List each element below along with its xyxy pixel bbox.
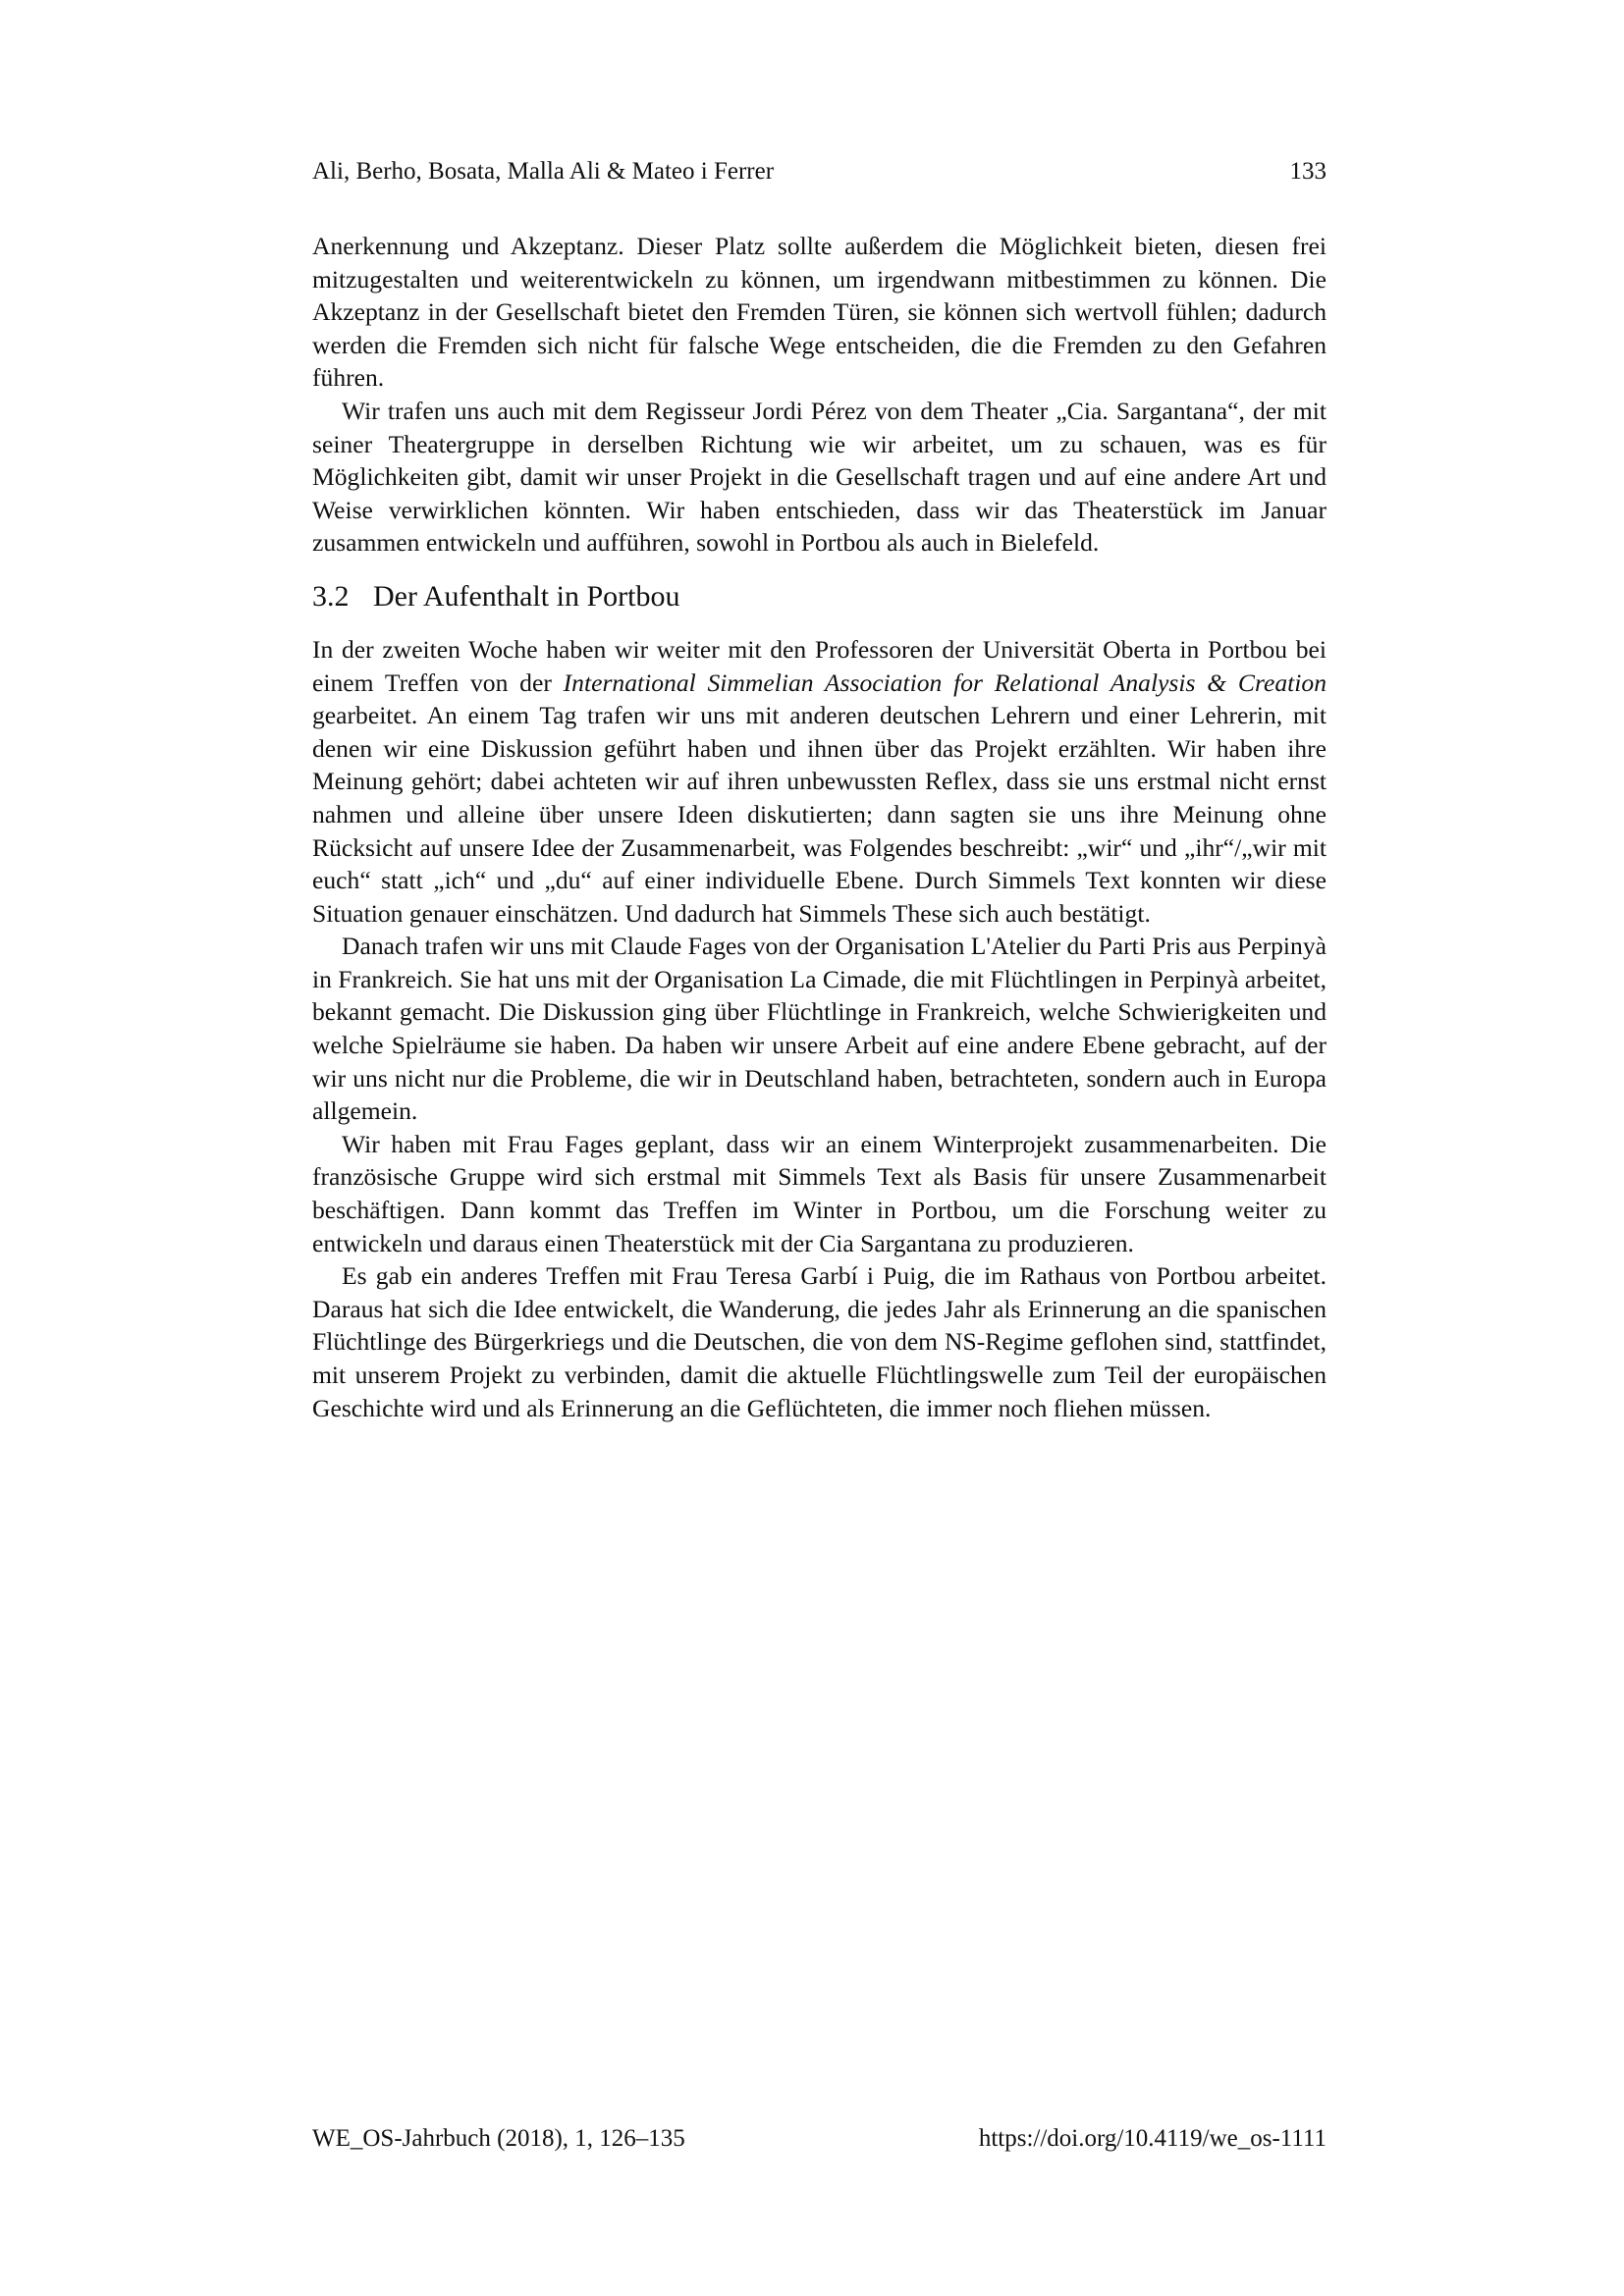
paragraph: Wir haben mit Frau Fages geplant, dass wir an einem Winterprojekt zusammenarbeiten. Die französische Gruppe wird sich erstmal mit Simmels Text als Basis für unsere Zusammenarbeit beschäftigen. Dann kommt das Treffen im Winter in Portbou, um die Forschung weiter zu entwickeln und daraus einen Theaterstück mit der Cia Sargantana zu produzieren.: [312, 1129, 1326, 1257]
page-footer: [312, 2122, 1326, 2156]
paragraph: Danach trafen wir uns mit Claude Fages von der Organisation L'Atelier du Parti Pris aus Perpinyà in Frankreich. Sie hat uns mit der Organisation La Cimade, die mit Flüchtlingen in Perpinyà arbeitet, bekannt gemacht. Die Diskussion ging über Flüchtlinge in Frankreich, welche Schwierigkeiten und welche Spielräume sie haben. Da haben wir unsere Arbeit auf eine andere Ebene gebracht, auf der wir uns nicht nur die Probleme, die wir in Deutschland haben, betrachteten, sondern auch in Europa allgemein.: [312, 932, 1327, 1126]
paragraph-text: In der zweiten Woche haben wir weiter mit den Professoren der Universität Oberta in Portbou bei einem Treffen von der: [312, 634, 1326, 697]
section-number: 3.2: [312, 579, 350, 613]
paragraph: Es gab ein anderes Treffen mit Frau Teresa Garbí i Puig, die im Rathaus von Portbou arbeitet. Daraus hat sich die Idee entwickelt, die Wanderung, die jedes Jahr als Erinnerung an die spanischen Flüchtlinge des Bürgerkriegs und die Deutschen, die von dem NS-Regime geflohen sind, stattfindet, mit unserem Projekt zu verbinden, damit die aktuelle Flüchtlingswelle zum Teil der europäischen Geschichte wird und als Erinnerung an die Geflüchteten, die immer noch fliehen müssen.: [312, 1261, 1326, 1422]
paragraph-continued: Anerkennung und Akzeptanz. Dieser Platz sollte außerdem die Möglichkeit bieten, diesen frei mitzugestalten und weiterentwickeln zu können, um irgendwann mitbestimmen zu können. Die Akzeptanz in der Gesellschaft bietet den Fremden Türen, sie können sich wertvoll fühlen; dadurch werden die Fremden sich nicht für falsche Wege entscheiden, die die Fremden zu den Gefahren führen.: [312, 232, 1326, 393]
paragraph: [312, 633, 1326, 930]
page-number: 133: [1289, 158, 1326, 185]
header-authors: Ali, Berho, Bosata, Malla Ali & Mateo i Ferrer: [312, 158, 775, 185]
running-header: [312, 155, 1326, 188]
paragraph-text: gearbeitet. An einem Tag trafen wir uns mit anderen deutschen Lehrern und einer Lehrerin, mit denen wir eine Diskussion geführt haben und ihnen über das Projekt erzählten. Wir haben ihre Meinung gehört; dabei achteten wir auf ihren unbewussten Reflex, dass sie uns erstmal nicht ernst nahmen und alleine über unsere Ideen diskutierten; dann sagten sie uns ihre Meinung ohne Rücksicht auf unsere Idee der Zusammenarbeit, was Folgendes beschreibt: „wir“ und „ihr“/„wir mit euch“ statt „ich“ und „du“ auf einer individuelle Ebene. Durch Simmels Text konnten wir diese Situation genauer einschätzen. Und dadurch hat Simmels These sich auch bestätigt.: [312, 701, 1326, 928]
paragraph: Wir trafen uns auch mit dem Regisseur Jordi Pérez von dem Theater „Cia. Sargantana“, der mit seiner Theatergruppe in derselben Richtung wie wir arbeitet, um zu schauen, was es für Möglichkeiten gibt, damit wir unser Projekt in die Gesellschaft tragen und auf eine andere Art und Weise verwirklichen könnten. Wir haben entschieden, dass wir das Theaterstück im Januar zusammen entwickeln und aufführen, sowohl in Portbou als auch in Bielefeld.: [312, 396, 1326, 558]
doi-link[interactable]: https://doi.org/10.4119/we_os-1111: [978, 2125, 1326, 2152]
section-title: Der Aufenthalt in Portbou: [373, 579, 680, 613]
body-text: [312, 230, 1326, 1424]
section-heading: [312, 577, 1326, 616]
association-name-italic: International Simmelian Association for Relational Analysis & Creation: [563, 667, 1326, 697]
journal-citation: WE_OS-Jahrbuch (2018), 1, 126–135: [312, 2125, 685, 2152]
